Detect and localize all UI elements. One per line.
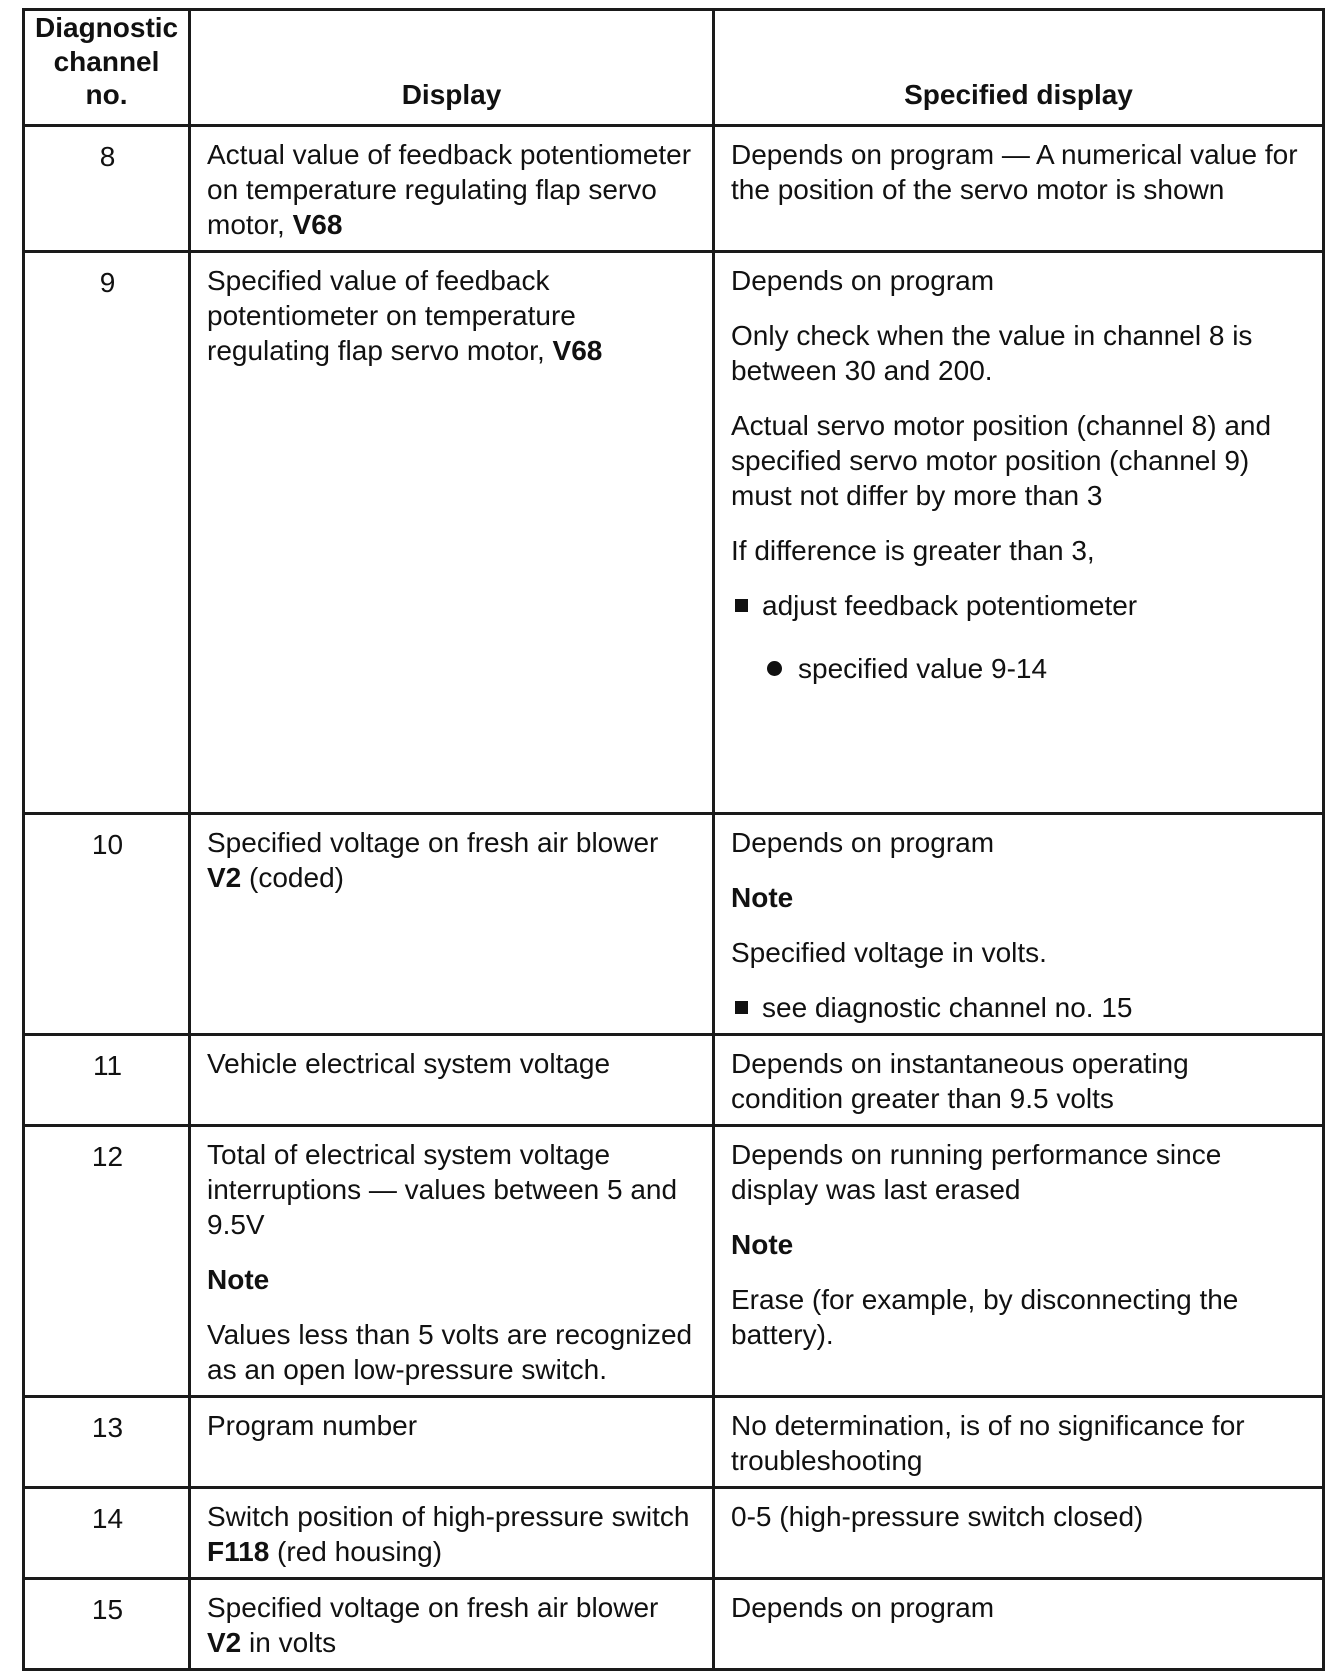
specified-cell: No determination, is of no significance for troubleshooting (714, 1396, 1324, 1487)
display-text: Switch position of high-pressure switch (207, 1500, 690, 1532)
component-code: V68 (292, 208, 343, 240)
display-note-heading: Note (207, 1263, 270, 1295)
diagnostic-channel-table (22, 8, 1325, 1671)
spec-paragraph: Depends on program (731, 826, 995, 858)
spec-paragraph: Specified voltage in volts. (731, 936, 1047, 968)
spec-paragraph: Depends on running performance since display was last erased (731, 1138, 1222, 1205)
header-display: Display (190, 10, 714, 126)
spec-bullet (731, 990, 1308, 1025)
spec-paragraph: Only check when the value in channel 8 is between 30 and 200. (731, 319, 1253, 386)
channel-number: 14 (24, 1487, 190, 1578)
display-cell (190, 1487, 714, 1578)
round-bullet-icon (767, 661, 782, 676)
component-code: V2 (207, 861, 242, 893)
table-row (24, 813, 1324, 1034)
display-cell (190, 1578, 714, 1669)
spec-paragraph: Actual servo motor position (channel 8) and specified servo motor position (channel 9) must not differ by more than 3 (731, 409, 1272, 511)
specified-cell: Depends on program (714, 1578, 1324, 1669)
display-text: Actual value of feedback potentiometer on temperature regulating flap servo motor, (207, 138, 692, 240)
channel-number: 10 (24, 813, 190, 1034)
spec-note-heading: Note (731, 1228, 794, 1260)
display-paragraph: Total of electrical system voltage interruptions — values between 5 and 9.5V (207, 1138, 678, 1240)
display-cell (190, 813, 714, 1034)
table-row (24, 1125, 1324, 1396)
channel-number: 12 (24, 1125, 190, 1396)
display-cell (190, 125, 714, 251)
table-row (24, 125, 1324, 251)
channel-number: 13 (24, 1396, 190, 1487)
channel-number: 9 (24, 251, 190, 813)
display-text: in volts (241, 1626, 337, 1658)
component-code: F118 (207, 1535, 270, 1567)
specified-cell (714, 813, 1324, 1034)
display-paragraph: Values less than 5 volts are recognized as an open low-pressure switch. (207, 1318, 693, 1385)
spec-subbullet-text: specified value 9-14 (798, 652, 1048, 684)
specified-cell: 0-5 (high-pressure switch closed) (714, 1487, 1324, 1578)
header-specified-display: Specified display (714, 10, 1324, 126)
display-text: Specified voltage on fresh air blower (207, 826, 659, 858)
spec-bullet-text: adjust feedback potentiometer (762, 589, 1138, 621)
table-row (24, 1578, 1324, 1669)
spec-subbullet (731, 651, 1308, 686)
specified-cell (714, 1125, 1324, 1396)
specified-cell: Depends on program — A numerical value for the position of the servo motor is shown (714, 125, 1324, 251)
table-row (24, 1487, 1324, 1578)
display-cell: Vehicle electrical system voltage (190, 1034, 714, 1125)
specified-cell: Depends on instantaneous operating condition greater than 9.5 volts (714, 1034, 1324, 1125)
component-code: V2 (207, 1626, 242, 1658)
header-channel-line2: channel no. (53, 45, 160, 111)
spec-paragraph: Depends on program (731, 264, 995, 296)
display-text: (coded) (241, 861, 344, 893)
display-cell (190, 1125, 714, 1396)
channel-number: 15 (24, 1578, 190, 1669)
display-cell: Program number (190, 1396, 714, 1487)
display-text: (red housing) (269, 1535, 443, 1567)
header-row (24, 10, 1324, 126)
table-row (24, 1396, 1324, 1487)
spec-note-heading: Note (731, 881, 794, 913)
component-code: V68 (552, 334, 603, 366)
display-text: Specified value of feedback potentiometer on temperature regulating flap servo motor, (207, 264, 576, 366)
spec-bullet-text: see diagnostic channel no. 15 (762, 991, 1133, 1023)
table-row (24, 1034, 1324, 1125)
header-channel-line1: Diagnostic (35, 12, 179, 43)
specified-cell (714, 251, 1324, 813)
display-text: Specified voltage on fresh air blower (207, 1591, 659, 1623)
header-channel (24, 10, 190, 126)
spec-bullet (731, 588, 1308, 623)
spec-paragraph: If difference is greater than 3, (731, 534, 1095, 566)
channel-number: 8 (24, 125, 190, 251)
table-row (24, 251, 1324, 813)
channel-number: 11 (24, 1034, 190, 1125)
spec-paragraph: Erase (for example, by disconnecting the battery). (731, 1283, 1239, 1350)
square-bullet-icon (735, 1001, 748, 1014)
square-bullet-icon (735, 599, 748, 612)
display-cell (190, 251, 714, 813)
